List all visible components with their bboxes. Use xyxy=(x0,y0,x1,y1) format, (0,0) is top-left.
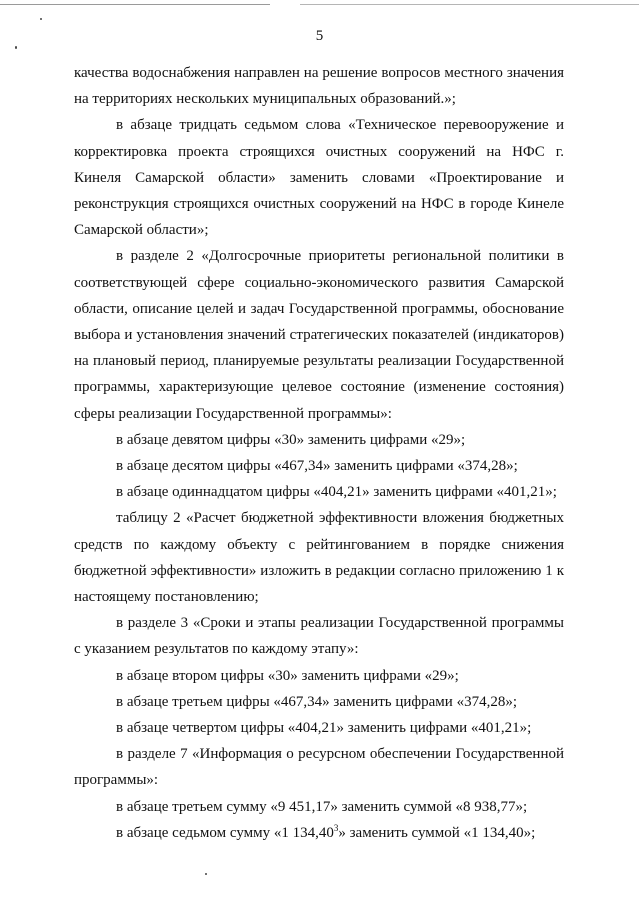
paragraph: в абзаце третьем сумму «9 451,17» заменить суммой «8 938,77»; xyxy=(116,798,528,815)
superscript-mark: 3 xyxy=(333,822,339,833)
paragraph: в абзаце одиннадцатом цифры «404,21» заменить цифрами «401,21»; xyxy=(116,484,557,501)
paragraph: в разделе 2 «Долгосрочные приоритеты региональной политики в соответствующей сфере социально-экономического развития Самарской области, описание целей и задач Государственной программы, обоснование выбора и установления значений стратегических показателей (индикаторов) на плановый период, планируемые результаты реализации Государственной программы, характеризующие целевое состояние (изменение состояния) сферы реализации Государственной программы»: xyxy=(74,248,564,422)
paragraph: в абзаце четвертом цифры «404,21» заменить цифрами «401,21»; xyxy=(116,720,532,737)
paragraph-text: в абзаце седьмом сумму «1 134,40 xyxy=(116,824,334,841)
paragraph: в абзаце девятом цифры «30» заменить цифрами «29»; xyxy=(116,431,466,448)
scan-speck xyxy=(205,873,207,875)
scan-edge-line xyxy=(0,4,270,5)
scan-edge-line xyxy=(300,4,639,5)
paragraph-text: » заменить суммой «1 134,40»; xyxy=(338,824,536,841)
scan-speck xyxy=(15,46,17,49)
paragraph: в абзаце тридцать седьмом слова «Техническое перевооружение и корректировка проекта строящихся очистных сооружений на НФС г. Кинеля Самарской области» заменить словами «Проектирование и реконструкция строящихся очистных сооружений на НФС в городе Кинеле Самарской области»; xyxy=(74,117,564,239)
paragraph: в абзаце десятом цифры «467,34» заменить цифрами «374,28»; xyxy=(116,458,518,475)
paragraph: в абзаце втором цифры «30» заменить цифрами «29»; xyxy=(116,667,459,684)
paragraph: качества водоснабжения направлен на решение вопросов местного значения на территориях нескольких муниципальных образований.»; xyxy=(74,65,564,108)
paragraph: таблицу 2 «Расчет бюджетной эффективности вложения бюджетных средств по каждому объекту с рейтингованием в порядке снижения бюджетной эффективности» изложить в редакции согласно приложению 1 к настоящему постановлению; xyxy=(74,510,564,606)
scan-speck xyxy=(40,18,42,20)
document-body xyxy=(74,60,564,846)
paragraph: в разделе 7 «Информация о ресурсном обеспечении Государственной программы»: xyxy=(74,746,564,789)
page-number: 5 xyxy=(315,28,324,44)
paragraph: в абзаце третьем цифры «467,34» заменить цифрами «374,28»; xyxy=(116,693,517,710)
paragraph-last xyxy=(74,820,564,846)
paragraph: в разделе 3 «Сроки и этапы реализации Государственной программы с указанием результатов по каждому этапу»: xyxy=(74,615,564,658)
